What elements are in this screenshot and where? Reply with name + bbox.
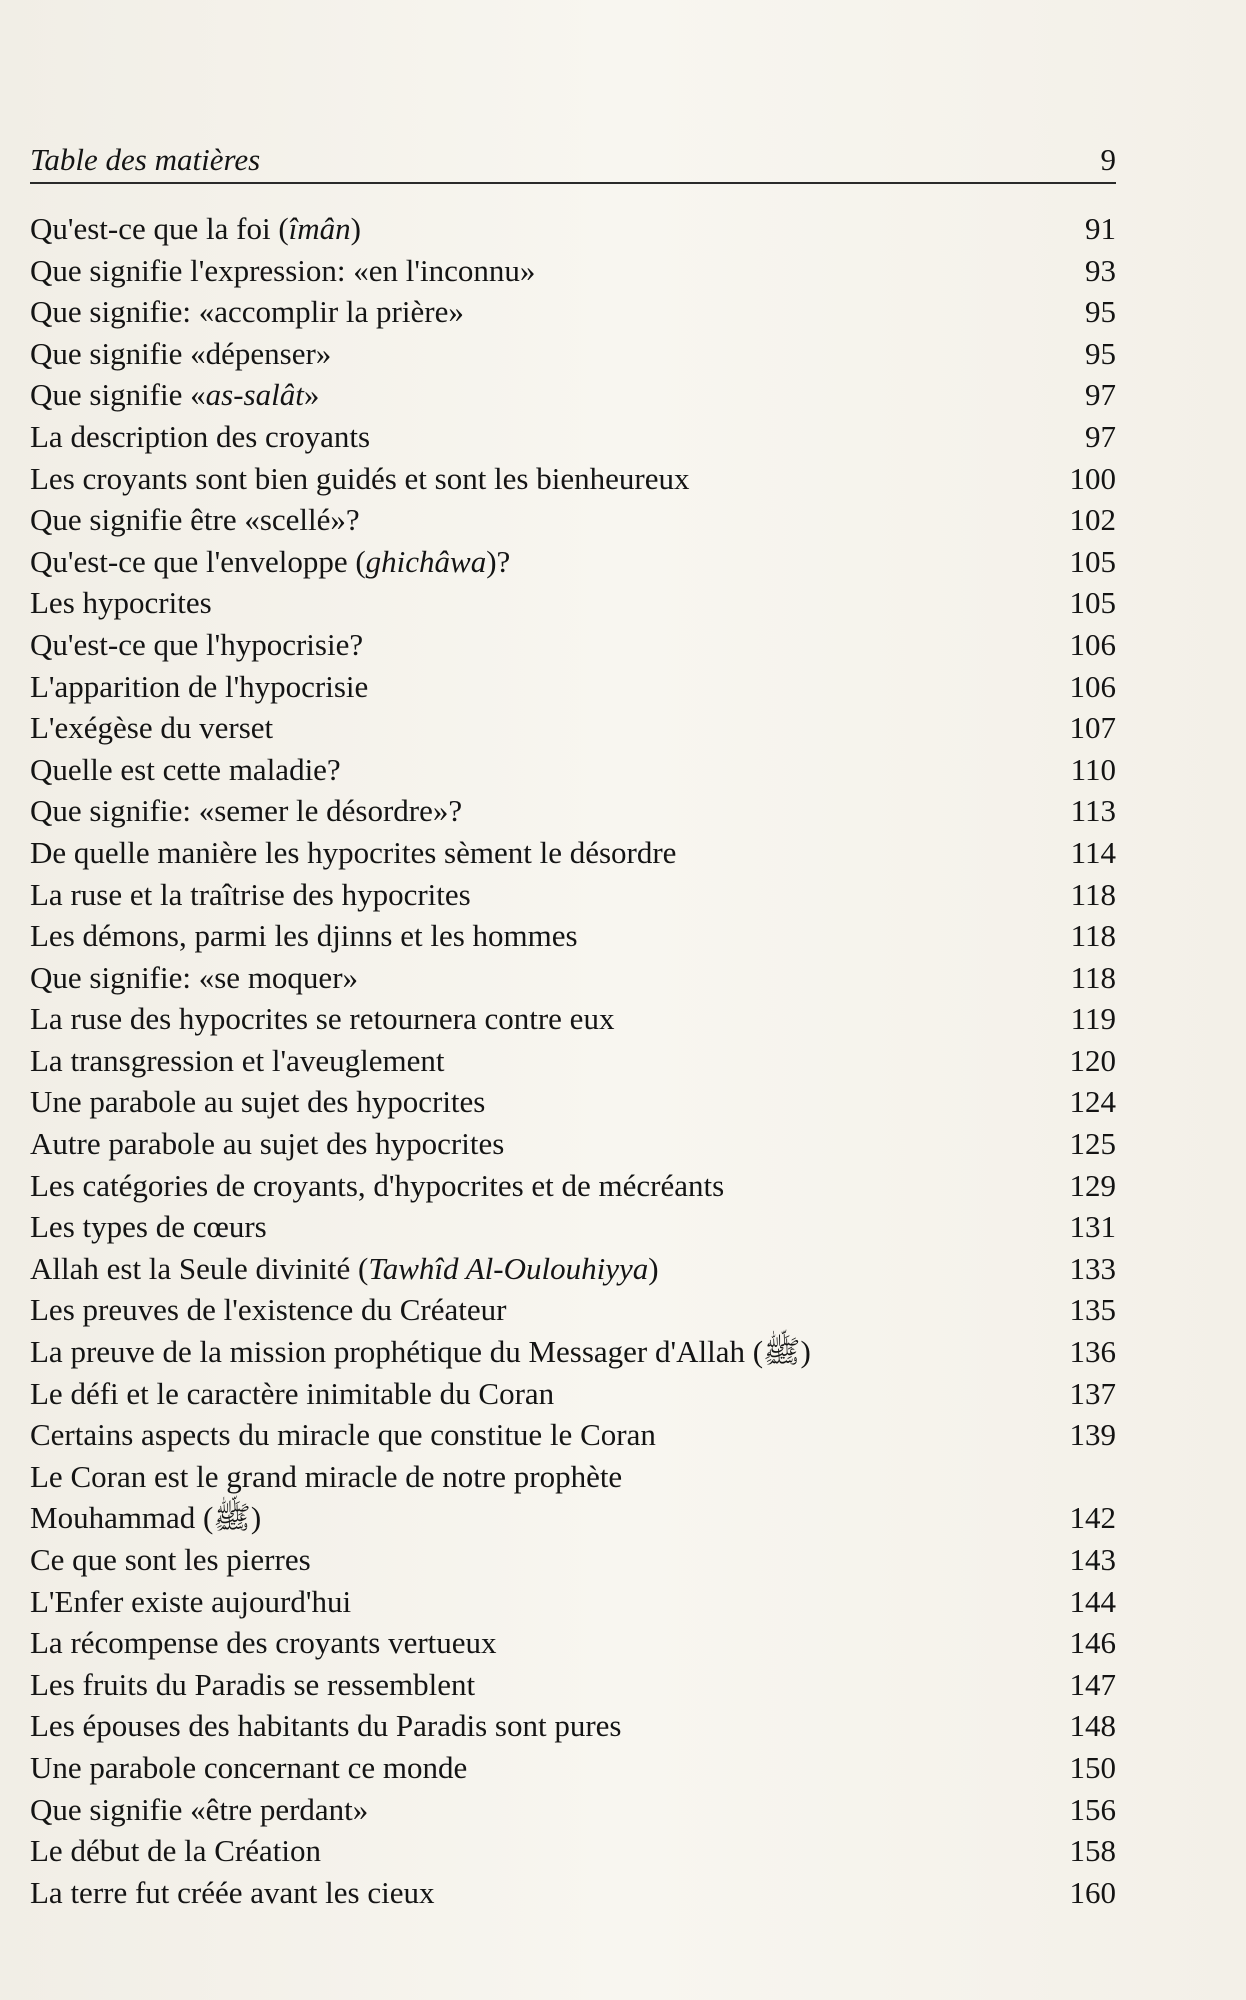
entry-title — [30, 208, 361, 250]
entry-page-number: 91 — [1085, 211, 1116, 246]
toc-entry[interactable] — [30, 1456, 1116, 1539]
toc-entry[interactable] — [30, 458, 1116, 500]
entry-page-number: 114 — [1070, 834, 1116, 870]
entry-page-number: 142 — [1069, 1500, 1116, 1536]
toc-entry[interactable] — [30, 1664, 1116, 1706]
toc-entry[interactable] — [30, 1414, 1116, 1456]
entry-title-text: Que signifie l'expression: «en l'inconnu» — [30, 252, 536, 288]
entry-title-text: Que signifie: «accomplir la prière» — [30, 294, 464, 330]
entry-title — [30, 291, 464, 333]
toc-entry[interactable] — [30, 333, 1116, 375]
toc-entry[interactable] — [30, 790, 1116, 832]
toc-entry[interactable] — [30, 915, 1116, 957]
entry-title-text: Autre parabole au sujet des hypocrites — [30, 1126, 505, 1162]
entry-title-text: )? — [486, 543, 511, 579]
toc-entry[interactable] — [30, 1747, 1116, 1789]
toc-entry[interactable] — [30, 1206, 1116, 1248]
entry-title — [30, 1206, 267, 1248]
entry-title — [30, 790, 462, 832]
toc-entry[interactable] — [30, 1289, 1116, 1331]
entry-page-number: 97 — [1085, 418, 1116, 454]
entry-title-text: Les hypocrites — [30, 585, 212, 621]
table-of-contents — [30, 208, 1116, 1913]
entry-title — [30, 1789, 368, 1831]
entry-title — [30, 832, 676, 874]
toc-entry[interactable] — [30, 250, 1116, 292]
entry-title — [30, 1539, 311, 1581]
toc-entry[interactable] — [30, 1165, 1116, 1207]
toc-entry[interactable] — [30, 1789, 1116, 1831]
entry-page-number: 156 — [1069, 1791, 1116, 1827]
entry-title-text: Que signifie: «se moquer» — [30, 959, 359, 995]
entry-title-text: L'Enfer existe aujourd'hui — [30, 1583, 352, 1619]
entry-title-text: Les fruits du Paradis se ressemblent — [30, 1666, 476, 1702]
entry-page-number: 144 — [1069, 1583, 1116, 1619]
entry-title-text: Que signifie «dépenser» — [30, 335, 332, 371]
entry-title — [30, 1123, 504, 1165]
entry-title — [30, 1705, 621, 1747]
toc-entry[interactable] — [30, 499, 1116, 541]
toc-entry[interactable] — [30, 998, 1116, 1040]
entry-title — [30, 707, 273, 749]
entry-page-number: 136 — [1069, 1334, 1116, 1370]
entry-title — [30, 874, 471, 916]
entry-title — [30, 541, 510, 583]
entry-page-number: 113 — [1070, 793, 1116, 829]
toc-entry[interactable] — [30, 874, 1116, 916]
entry-title — [30, 624, 363, 666]
entry-title — [30, 957, 358, 999]
entry-page-number: 97 — [1085, 377, 1116, 413]
toc-entry[interactable] — [30, 666, 1116, 708]
toc-entry[interactable] — [30, 1705, 1116, 1747]
entry-title-text: La terre fut créée avant les cieux — [30, 1874, 435, 1910]
entry-title-text: La ruse et la traîtrise des hypocrites — [30, 876, 471, 912]
entry-title-line2: Mouhammad (ﷺ) — [30, 1500, 262, 1536]
entry-title — [30, 1081, 485, 1123]
toc-entry[interactable] — [30, 1539, 1116, 1581]
entry-page-number: 143 — [1069, 1542, 1116, 1577]
entry-title-text: Qu'est-ce que la foi ( — [30, 211, 289, 246]
entry-title-text: Que signifie «être perdant» — [30, 1791, 369, 1827]
entry-page-number: 131 — [1069, 1209, 1116, 1245]
toc-entry[interactable] — [30, 1081, 1116, 1123]
entry-page-number: 105 — [1069, 585, 1116, 621]
entry-title — [30, 666, 368, 708]
entry-title-text: Que signifie: «semer le désordre»? — [30, 793, 463, 829]
entry-page-number: 124 — [1069, 1084, 1116, 1120]
entry-title-text: Que signifie être «scellé»? — [30, 502, 360, 538]
entry-title-text: La ruse des hypocrites se retournera contre eux — [30, 1001, 615, 1037]
entry-title-text: Allah est la Seule divinité ( — [30, 1250, 369, 1286]
entry-title — [30, 333, 331, 375]
entry-title-text: Le défi et le caractère inimitable du Coran — [30, 1375, 555, 1411]
entry-title-text: Une parabole au sujet des hypocrites — [30, 1084, 486, 1120]
entry-page-number: 158 — [1069, 1833, 1116, 1869]
entry-title — [30, 1664, 475, 1706]
entry-title-text: L'exégèse du verset — [30, 710, 274, 746]
toc-entry[interactable] — [30, 624, 1116, 666]
entry-title — [30, 374, 319, 416]
entry-title-text: L'apparition de l'hypocrisie — [30, 668, 369, 704]
entry-page-number: 105 — [1069, 543, 1116, 579]
toc-entry[interactable] — [30, 1248, 1116, 1290]
toc-entry[interactable] — [30, 957, 1116, 999]
entry-page-number: 146 — [1069, 1625, 1116, 1661]
entry-page-number: 106 — [1069, 626, 1116, 662]
entry-title — [30, 250, 535, 292]
entry-title-text: Qu'est-ce que l'hypocrisie? — [30, 626, 364, 662]
entry-page-number: 148 — [1069, 1708, 1116, 1744]
toc-entry[interactable] — [30, 1331, 1116, 1373]
entry-title — [30, 1331, 811, 1373]
toc-entry[interactable] — [30, 1373, 1116, 1415]
entry-title-text: La récompense des croyants vertueux — [30, 1625, 497, 1661]
toc-entry[interactable] — [30, 1830, 1116, 1872]
running-title: Table des matières — [30, 142, 261, 177]
entry-title-italic: as-salât — [205, 377, 304, 413]
entry-title — [30, 582, 212, 624]
page-number: 9 — [1100, 142, 1116, 177]
entry-title — [30, 1414, 656, 1456]
entry-page-number: 135 — [1069, 1292, 1116, 1328]
entry-title — [30, 1373, 554, 1415]
entry-page-number: 125 — [1069, 1126, 1116, 1162]
toc-entry[interactable] — [30, 541, 1116, 583]
entry-page-number: 102 — [1069, 502, 1116, 538]
entry-title — [30, 1581, 351, 1623]
entry-page-number: 129 — [1069, 1167, 1116, 1203]
toc-entry[interactable] — [30, 1622, 1116, 1664]
entry-title — [30, 749, 341, 791]
entry-title-text: Une parabole concernant ce monde — [30, 1749, 468, 1785]
entry-title-italic: Tawhîd Al-Oulouhiyya — [368, 1250, 649, 1286]
entry-title-text: ) — [648, 1250, 659, 1286]
entry-page-number: 100 — [1069, 460, 1116, 496]
entry-page-number: 95 — [1085, 294, 1116, 330]
entry-title — [30, 1622, 497, 1664]
entry-title — [30, 1040, 444, 1082]
toc-entry[interactable] — [30, 1040, 1116, 1082]
entry-page-number: 137 — [1069, 1375, 1116, 1411]
toc-entry[interactable] — [30, 749, 1116, 791]
entry-title-text: Le début de la Création — [30, 1833, 321, 1869]
entry-title-text: Quelle est cette maladie? — [30, 751, 341, 787]
entry-page-number: 160 — [1069, 1874, 1116, 1910]
entry-title — [30, 416, 370, 458]
entry-title — [30, 1165, 724, 1207]
entry-title — [30, 1872, 434, 1914]
toc-entry[interactable] — [30, 1581, 1116, 1623]
entry-page-number: 107 — [1069, 710, 1116, 746]
entry-title-text: Que signifie « — [30, 377, 206, 413]
entry-title — [30, 499, 360, 541]
toc-entry[interactable] — [30, 291, 1116, 333]
entry-title-line1: Le Coran est le grand miracle de notre prophète — [30, 1458, 623, 1494]
entry-page-number: 150 — [1069, 1749, 1116, 1785]
toc-entry[interactable] — [30, 1872, 1116, 1914]
entry-page-number: 118 — [1070, 876, 1116, 912]
entry-title — [30, 915, 578, 957]
entry-page-number: 139 — [1069, 1417, 1116, 1453]
toc-entry[interactable] — [30, 416, 1116, 458]
entry-title-text: La preuve de la mission prophétique du Messager d'Allah (ﷺ) — [30, 1334, 811, 1370]
entry-title-italic: ghichâwa — [365, 543, 487, 579]
entry-page-number: 119 — [1070, 1001, 1116, 1037]
toc-entry[interactable] — [30, 582, 1116, 624]
entry-title-text: Les démons, parmi les djinns et les hommes — [30, 918, 578, 954]
entry-title-text: La transgression et l'aveuglement — [30, 1042, 445, 1078]
entry-page-number: 147 — [1069, 1666, 1116, 1702]
entry-title-text: Les catégories de croyants, d'hypocrites et de mécréants — [30, 1167, 725, 1203]
entry-page-number: 95 — [1085, 335, 1116, 371]
entry-title-italic: îmân — [288, 211, 351, 246]
toc-entry[interactable] — [30, 374, 1116, 416]
entry-title-text: » — [303, 377, 320, 413]
entry-page-number: 133 — [1069, 1250, 1116, 1286]
entry-title — [30, 1830, 321, 1872]
entry-title-text: Les croyants sont bien guidés et sont les bienheureux — [30, 460, 690, 496]
entry-title-text: Les preuves de l'existence du Créateur — [30, 1292, 507, 1328]
entry-title — [30, 998, 614, 1040]
entry-title — [30, 458, 689, 500]
entry-title-text: La description des croyants — [30, 418, 371, 454]
entry-title-text: ) — [350, 211, 361, 246]
entry-title — [30, 1248, 659, 1290]
toc-entry[interactable] — [30, 832, 1116, 874]
entry-page-number: 118 — [1070, 918, 1116, 954]
toc-entry[interactable] — [30, 707, 1116, 749]
entry-page-number: 118 — [1070, 959, 1116, 995]
entry-page-number: 110 — [1070, 751, 1116, 787]
entry-page-number: 106 — [1069, 668, 1116, 704]
entry-title-text: Qu'est-ce que l'enveloppe ( — [30, 543, 366, 579]
toc-entry[interactable] — [30, 208, 1116, 250]
entry-page-number: 120 — [1069, 1042, 1116, 1078]
entry-title-text: Les épouses des habitants du Paradis sont pures — [30, 1708, 622, 1744]
entry-title — [30, 1747, 467, 1789]
entry-title-text: Certains aspects du miracle que constitue le Coran — [30, 1417, 656, 1453]
toc-entry[interactable] — [30, 1123, 1116, 1165]
entry-title-text: Ce que sont les pierres — [30, 1542, 311, 1577]
entry-title-text: De quelle manière les hypocrites sèment le désordre — [30, 834, 677, 870]
entry-title — [30, 1289, 506, 1331]
page-header — [30, 140, 1116, 184]
entry-title-text: Les types de cœurs — [30, 1209, 267, 1245]
entry-page-number: 93 — [1085, 252, 1116, 288]
